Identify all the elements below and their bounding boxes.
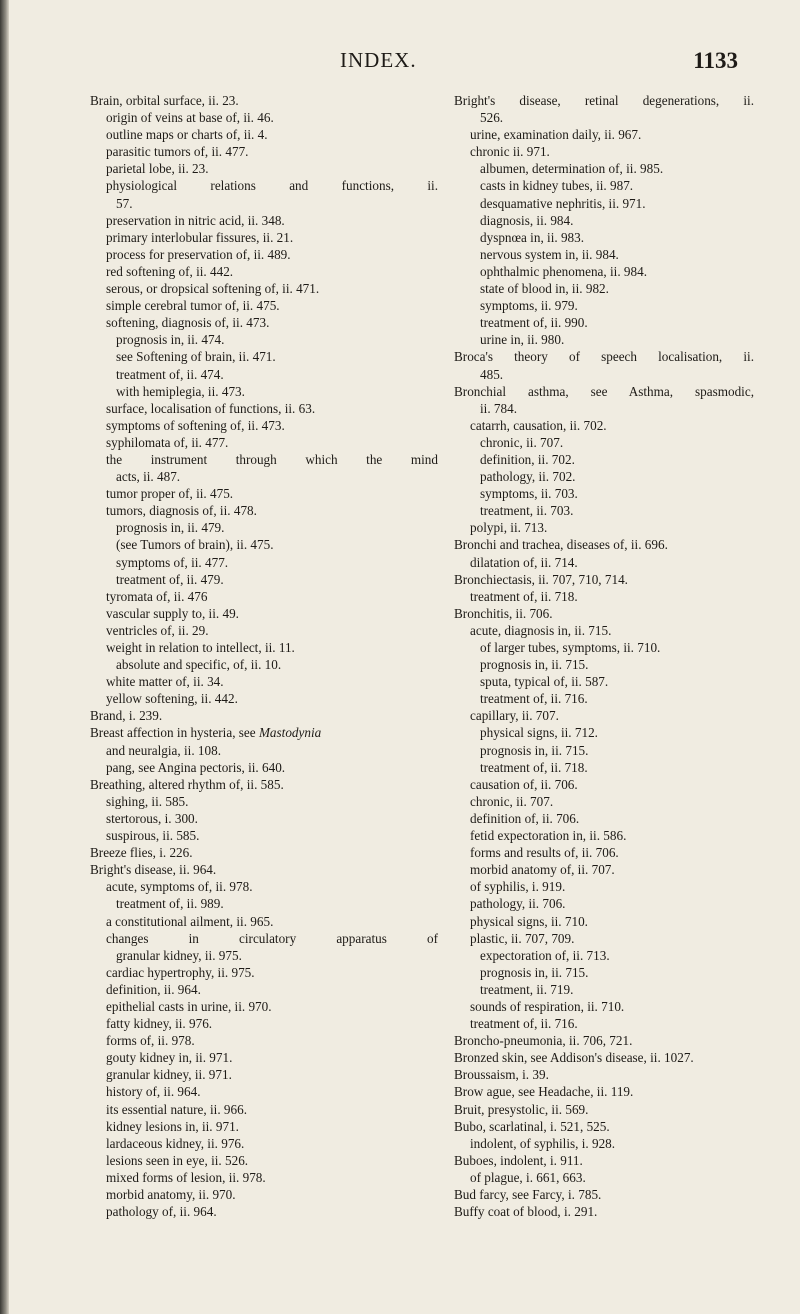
running-title: INDEX. (340, 48, 417, 72)
index-entry: treatment of, ii. 716. (470, 1016, 578, 1032)
index-entry: 57. (116, 195, 133, 211)
index-entry: origin of veins at base of, ii. 46. (106, 110, 274, 126)
index-entry: cardiac hypertrophy, ii. 975. (106, 964, 255, 980)
index-entry: urine, examination daily, ii. 967. (470, 127, 642, 143)
index-entry: expectoration of, ii. 713. (480, 947, 610, 963)
index-entry: preservation in nitric acid, ii. 348. (106, 212, 285, 228)
index-entry: acute, symptoms of, ii. 978. (106, 879, 253, 895)
index-entry: tumors, diagnosis of, ii. 478. (106, 503, 257, 519)
index-entry: Bronzed skin, see Addison's disease, ii. 1027. (454, 1050, 694, 1066)
page-header (0, 48, 800, 78)
index-entry: chronic ii. 971. (470, 144, 550, 160)
index-entry: white matter of, ii. 34. (106, 674, 224, 690)
index-entry: Bronchial asthma, see Asthma, spasmodic, (454, 383, 754, 399)
index-entry: surface, localisation of functions, ii. 63. (106, 400, 316, 416)
index-entry: prognosis in, ii. 474. (116, 332, 225, 348)
index-entry: Brain, orbital surface, ii. 23. (90, 93, 239, 108)
index-entry: stertorous, i. 300. (106, 810, 198, 826)
index-entry: treatment of, ii. 989. (116, 896, 224, 912)
index-entry: symptoms, ii. 979. (480, 298, 578, 314)
index-entry: Brand, i. 239. (90, 708, 163, 724)
index-entry: sputa, typical of, ii. 587. (480, 674, 609, 690)
index-entry: epithelial casts in urine, ii. 970. (106, 998, 272, 1014)
index-entry: absolute and specific, of, ii. 10. (116, 657, 282, 673)
index-entry: of syphilis, i. 919. (470, 879, 566, 895)
index-entry: Bruit, presystolic, ii. 569. (454, 1101, 589, 1117)
index-entry: tyromata of, ii. 476 (106, 588, 208, 604)
index-entry: morbid anatomy of, ii. 707. (470, 862, 615, 878)
index-entry: Brow ague, see Headache, ii. 119. (454, 1084, 634, 1100)
index-entry: catarrh, causation, ii. 702. (470, 417, 607, 433)
index-entry: Broncho-pneumonia, ii. 706, 721. (454, 1033, 633, 1049)
index-entry: vascular supply to, ii. 49. (106, 605, 239, 621)
index-entry: treatment of, ii. 718. (480, 759, 588, 775)
index-entry: lesions seen in eye, ii. 526. (106, 1152, 249, 1168)
index-entry: Bright's disease, ii. 964. (90, 862, 217, 878)
index-entry: ventricles of, ii. 29. (106, 622, 209, 638)
index-entry: see Softening of brain, ii. 471. (116, 349, 276, 365)
index-entry: parasitic tumors of, ii. 477. (106, 144, 249, 160)
index-entry: syphilomata of, ii. 477. (106, 434, 229, 450)
index-entry: albumen, determination of, ii. 985. (480, 161, 664, 177)
index-entry: Bright's disease, retinal degenerations, ii. (454, 93, 754, 108)
index-entry: Buffy coat of blood, i. 291. (454, 1204, 598, 1220)
index-entry: treatment of, ii. 479. (116, 571, 224, 587)
index-entry: physiological relations and functions, ii. (106, 178, 438, 194)
index-entry: dyspnœa in, ii. 983. (480, 229, 585, 245)
index-entry: 485. (480, 366, 504, 382)
book-spine-edge (0, 0, 9, 1314)
index-entry: Breast affection in hysteria, see Mastodynia (90, 725, 322, 741)
index-entry: symptoms, ii. 703. (480, 486, 578, 502)
index-column-right (454, 92, 754, 1220)
index-entry: prognosis in, ii. 715. (480, 964, 589, 980)
index-entry: acts, ii. 487. (116, 469, 181, 485)
index-column-left (90, 92, 438, 1220)
index-entry: process for preservation of, ii. 489. (106, 246, 291, 262)
index-entry: Bubo, scarlatinal, i. 521, 525. (454, 1118, 610, 1134)
index-entry: Bronchi and trachea, diseases of, ii. 696. (454, 537, 668, 553)
index-entry: Bronchitis, ii. 706. (454, 605, 553, 621)
index-entry: pathology of, ii. 964. (106, 1204, 217, 1220)
index-entry: pang, see Angina pectoris, ii. 640. (106, 759, 286, 775)
index-entry: Breathing, altered rhythm of, ii. 585. (90, 776, 284, 792)
index-entry: treatment, ii. 719. (480, 981, 574, 997)
index-entry: softening, diagnosis of, ii. 473. (106, 315, 270, 331)
index-entry: sounds of respiration, ii. 710. (470, 998, 625, 1014)
index-entry: (see Tumors of brain), ii. 475. (116, 537, 274, 553)
index-entry: primary interlobular fissures, ii. 21. (106, 229, 294, 245)
index-entry: its essential nature, ii. 966. (106, 1101, 248, 1117)
index-entry: suspirous, ii. 585. (106, 828, 200, 844)
index-entry: indolent, of syphilis, i. 928. (470, 1135, 616, 1151)
index-entry: history of, ii. 964. (106, 1084, 201, 1100)
index-entry: state of blood in, ii. 982. (480, 281, 609, 297)
index-entry: ophthalmic phenomena, ii. 984. (480, 263, 648, 279)
index-entry: physical signs, ii. 710. (470, 913, 588, 929)
index-entry: forms of, ii. 978. (106, 1033, 195, 1049)
index-entry: symptoms of, ii. 477. (116, 554, 229, 570)
index-entry: with hemiplegia, ii. 473. (116, 383, 245, 399)
index-entry: treatment of, ii. 990. (480, 315, 588, 331)
index-entry: Buboes, indolent, i. 911. (454, 1152, 583, 1168)
index-entry: capillary, ii. 707. (470, 708, 559, 724)
index-entry: prognosis in, ii. 479. (116, 520, 225, 536)
index-entry: casts in kidney tubes, ii. 987. (480, 178, 634, 194)
index-entry: pathology, ii. 702. (480, 469, 576, 485)
index-entry: nervous system in, ii. 984. (480, 246, 619, 262)
index-entry: changes in circulatory apparatus of (106, 930, 438, 946)
index-entry: prognosis in, ii. 715. (480, 742, 589, 758)
index-entry: and neuralgia, ii. 108. (106, 742, 221, 758)
index-entry: acute, diagnosis in, ii. 715. (470, 622, 612, 638)
index-entry: parietal lobe, ii. 23. (106, 161, 209, 177)
index-entry: treatment of, ii. 718. (470, 588, 578, 604)
index-entry: fetid expectoration in, ii. 586. (470, 828, 627, 844)
index-entry: dilatation of, ii. 714. (470, 554, 578, 570)
index-entry: treatment, ii. 703. (480, 503, 574, 519)
index-entry: tumor proper of, ii. 475. (106, 486, 234, 502)
index-entry: of larger tubes, symptoms, ii. 710. (480, 640, 661, 655)
index-entry: Broussaism, i. 39. (454, 1067, 549, 1083)
index-entry: a constitutional ailment, ii. 965. (106, 913, 274, 929)
index-entry: definition, ii. 702. (480, 451, 575, 467)
index-entry: diagnosis, ii. 984. (480, 212, 574, 228)
index-entry: forms and results of, ii. 706. (470, 845, 619, 861)
index-entry: treatment of, ii. 474. (116, 366, 224, 382)
index-entry: outline maps or charts of, ii. 4. (106, 127, 268, 143)
index-entry: morbid anatomy, ii. 970. (106, 1187, 236, 1202)
index-entry: treatment of, ii. 716. (480, 691, 588, 707)
index-entry: chronic, ii. 707. (480, 434, 564, 450)
index-entry: lardaceous kidney, ii. 976. (106, 1135, 245, 1151)
index-entry: simple cerebral tumor of, ii. 475. (106, 298, 280, 314)
index-entry: serous, or dropsical softening of, ii. 471. (106, 281, 320, 297)
index-entry: ii. 784. (480, 400, 517, 416)
index-entry: granular kidney, ii. 971. (106, 1067, 232, 1083)
index-entry: definition, ii. 964. (106, 981, 201, 997)
index-entry: gouty kidney in, ii. 971. (106, 1050, 233, 1066)
index-entry: the instrument through which the mind (106, 451, 438, 467)
index-entry: prognosis in, ii. 715. (480, 657, 589, 673)
index-entry: fatty kidney, ii. 976. (106, 1016, 213, 1032)
index-entry: 526. (480, 110, 504, 126)
index-entry: chronic, ii. 707. (470, 793, 554, 809)
index-entry: Bud farcy, see Farcy, i. 785. (454, 1187, 602, 1202)
index-entry: pathology, ii. 706. (470, 896, 566, 912)
index-entry: plastic, ii. 707, 709. (470, 930, 575, 946)
index-entry: red softening of, ii. 442. (106, 263, 234, 279)
index-entry: sighing, ii. 585. (106, 793, 189, 809)
index-entry: granular kidney, ii. 975. (116, 947, 242, 963)
index-entry: urine in, ii. 980. (480, 332, 565, 348)
index-entry: of plague, i. 661, 663. (470, 1169, 586, 1185)
index-entry: kidney lesions in, ii. 971. (106, 1118, 239, 1134)
index-entry: causation of, ii. 706. (470, 776, 578, 792)
index-entry: mixed forms of lesion, ii. 978. (106, 1169, 266, 1185)
index-entry: physical signs, ii. 712. (480, 725, 598, 741)
index-entry: definition of, ii. 706. (470, 810, 580, 826)
page-number: 1133 (693, 48, 738, 73)
index-entry: Breeze flies, i. 226. (90, 845, 193, 861)
index-entry: symptoms of softening of, ii. 473. (106, 417, 285, 433)
index-entry: Bronchiectasis, ii. 707, 710, 714. (454, 571, 628, 587)
index-entry: weight in relation to intellect, ii. 11. (106, 640, 295, 655)
index-entry: Broca's theory of speech localisation, ii. (454, 349, 754, 365)
index-entry: polypi, ii. 713. (470, 520, 548, 536)
index-entry: yellow softening, ii. 442. (106, 691, 238, 707)
index-entry: desquamative nephritis, ii. 971. (480, 195, 646, 211)
